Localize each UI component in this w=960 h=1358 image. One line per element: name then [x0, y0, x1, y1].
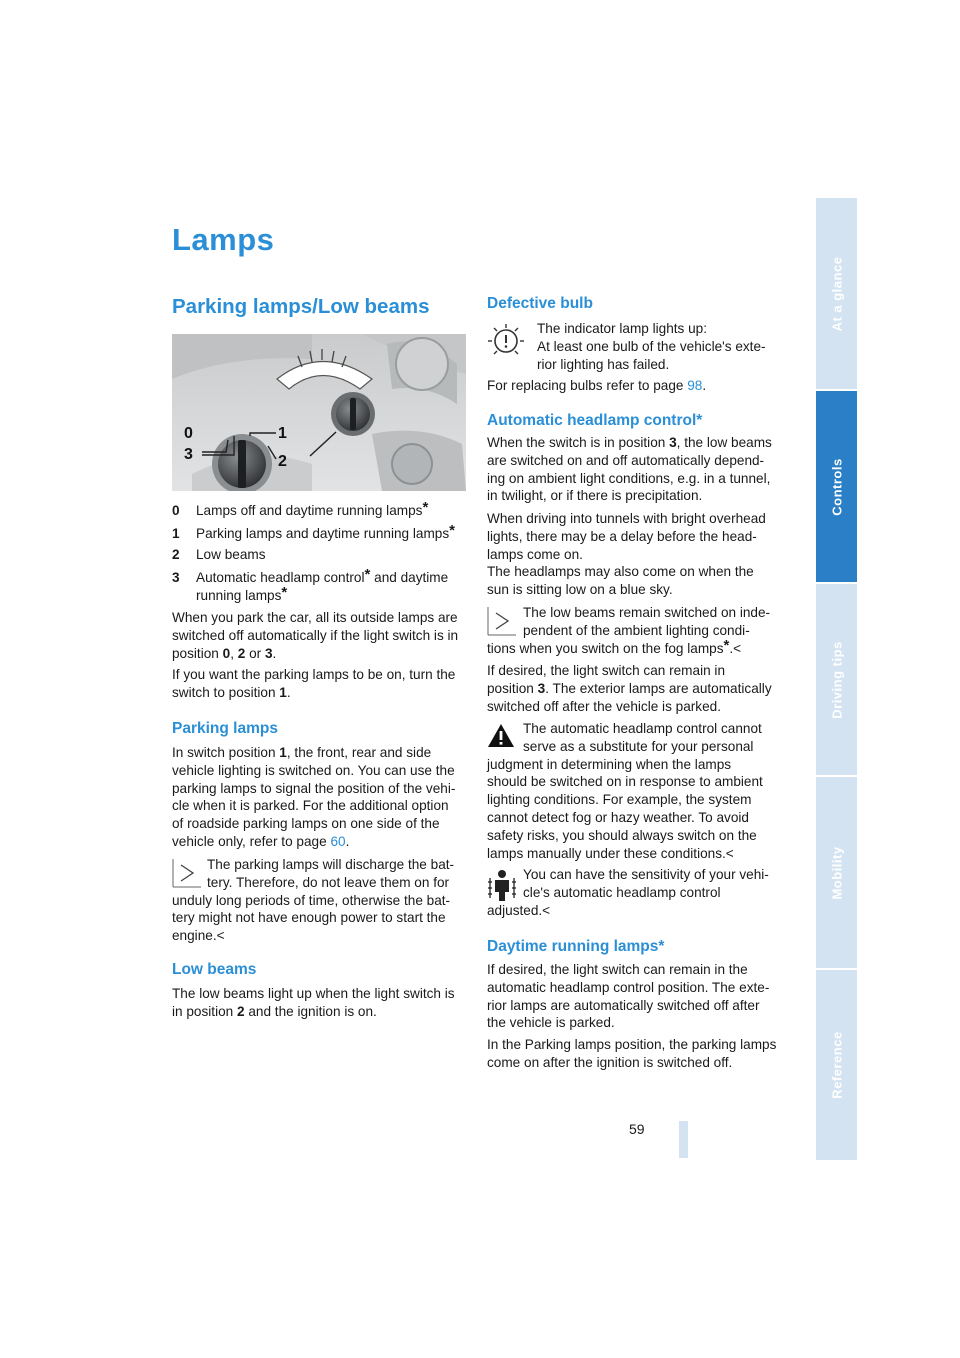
- page-marker-bar: [679, 1121, 688, 1158]
- tab-controls[interactable]: Controls: [816, 391, 857, 582]
- legend-item-3: 3 Automatic headlamp control* and daytime running lamps*: [172, 566, 449, 603]
- subheading-defective-bulb: Defective bulb: [487, 295, 593, 312]
- tab-mobility[interactable]: Mobility: [816, 777, 857, 968]
- subheading-low-beams: Low beams: [172, 961, 257, 978]
- page-link-60[interactable]: 60: [330, 833, 346, 849]
- figure-label-1: 1: [278, 425, 287, 442]
- tab-at-a-glance[interactable]: At a glance: [816, 198, 857, 389]
- section-heading-parking-low-beams: Parking lamps/Low beams: [172, 295, 430, 318]
- paragraph-daytime-2: In the Parking lamps position, the parking lamps come on after the ignition is switched off.: [487, 1037, 777, 1070]
- figure-label-0: 0: [184, 425, 193, 442]
- defective-bulb-ref: For replacing bulbs refer to page 98.: [487, 378, 707, 393]
- legend-item-1: 1 Parking lamps and daytime running lamps*: [172, 522, 455, 541]
- paragraph-parking-lamps: In switch position 1, the front, rear and side vehicle lighting is switched on. You can use the parking lamps to signal the position of the vehi- cle when it is parked. For the additional option of roadside parking lamps on one side of the vehicle only, refer to page 60.: [172, 745, 456, 849]
- service-sensitivity-note: You can have the sensitivity of your vehi- cle's automatic headlamp control adjusted.<: [487, 867, 769, 918]
- page-number: 59: [629, 1121, 645, 1137]
- paragraph-auto-off: When you park the car, all its outside lamps are switched off automatically if the light switch is in position 0, 2 or 3.: [172, 610, 459, 661]
- paragraph-auto-headlamp-1: When the switch is in position 3, the low beams are switched on and off automatically depend- ing on ambient light conditions, e.g. in a tunnel, in twilight, or if there is precipitation.: [487, 435, 772, 504]
- section-tabs: [816, 198, 857, 1160]
- figure-label-2: 2: [278, 453, 287, 470]
- paragraph-parking-on: If you want the parking lamps to be on, turn the switch to position 1.: [172, 667, 456, 700]
- paragraph-auto-headlamp-2: When driving into tunnels with bright overhead lights, there may be a delay before the head- lamps come on. The headlamps may also come on when the sun is sitting low on a blue sky.: [487, 511, 766, 598]
- legend-item-2: 2 Low beams: [172, 547, 266, 562]
- light-switch-figure: [172, 334, 466, 491]
- note-fog-lamps: The low beams remain switched on inde- pendent of the ambient lighting condi- tions when you switch on the fog lamps*.<: [487, 605, 771, 656]
- warning-auto-headlamp: The automatic headlamp control cannot serve as a substitute for your personal judgment in determining when the lamps should be switched on in response to ambient lighting conditions. For example, the system cannot detect fog or hazy weather. To avoid safety risks, you should always switch on the lamps manually under these conditions.<: [487, 721, 763, 861]
- page-link-98[interactable]: 98: [687, 378, 703, 393]
- paragraph-low-beams: The low beams light up when the light switch is in position 2 and the ignition is on.: [172, 986, 455, 1019]
- paragraph-auto-headlamp-3: If desired, the light switch can remain in position 3. The exterior lamps are automatically switched off after the vehicle is parked.: [487, 663, 772, 714]
- bulb-failure-indicator-icon: [486, 322, 526, 360]
- note-battery: The parking lamps will discharge the bat- tery. Therefore, do not leave them on for unduly long periods of time, otherwise the bat- tery might not have enough power to start the engine.<: [172, 857, 455, 944]
- defective-bulb-text: The indicator lamp lights up: At least one bulb of the vehicle's exte- rior lighting has failed.: [537, 321, 766, 372]
- figure-label-3: 3: [184, 446, 193, 463]
- legend-item-0: 0 Lamps off and daytime running lamps*: [172, 499, 429, 518]
- page-title: Lamps: [172, 222, 275, 257]
- subheading-parking-lamps: Parking lamps: [172, 720, 278, 737]
- dashboard-illustration: [172, 334, 466, 491]
- tab-reference[interactable]: Reference: [816, 970, 857, 1160]
- subheading-daytime-running: Daytime running lamps*: [487, 938, 665, 955]
- subheading-automatic-headlamp: Automatic headlamp control*: [487, 412, 703, 429]
- paragraph-daytime-1: If desired, the light switch can remain in the automatic headlamp control position. The exte- rior lamps are automatically switched off after the vehicle is parked.: [487, 962, 770, 1031]
- tab-driving-tips[interactable]: Driving tips: [816, 584, 857, 775]
